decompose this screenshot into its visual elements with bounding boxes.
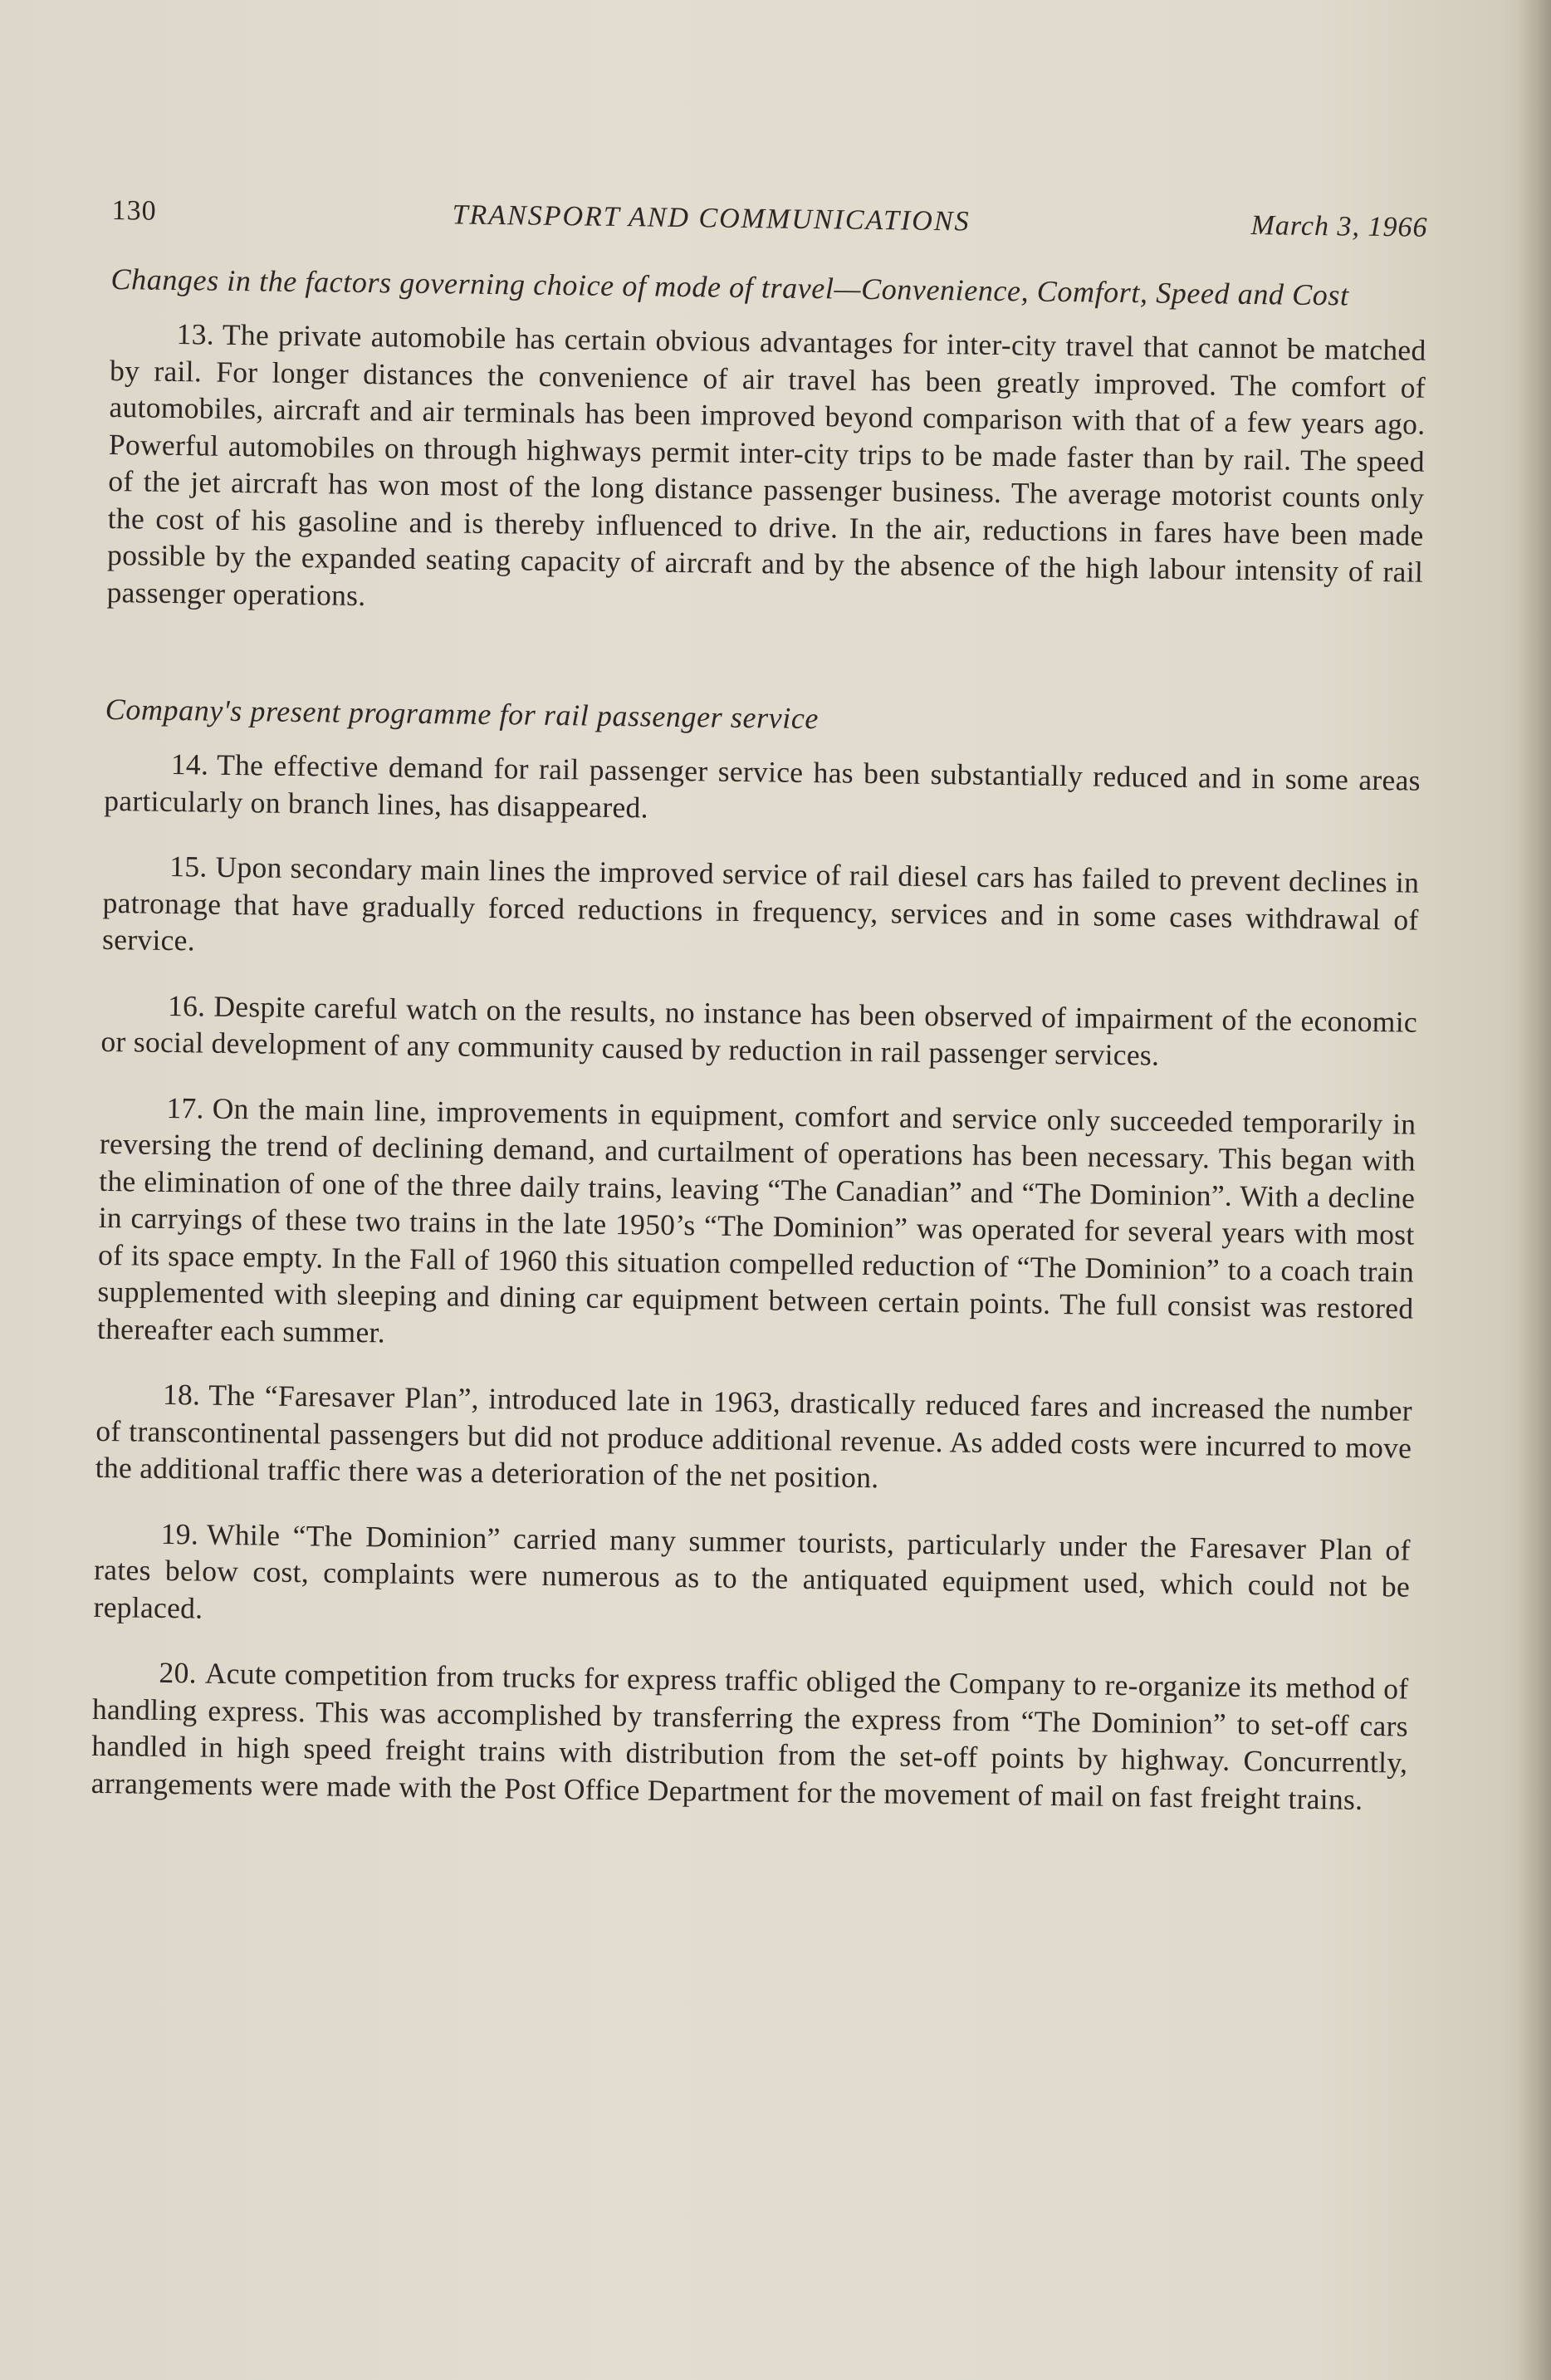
paragraph-text: Upon secondary main lines the improved service of rail diesel cars has failed to prevent declines in patronage that have gradually forced reductions in frequency, services and in some cases withdrawal of service. bbox=[101, 850, 1420, 957]
running-title: TRANSPORT AND COMMUNICATIONS bbox=[452, 199, 971, 238]
paragraph-19 bbox=[93, 1514, 1411, 1642]
page-content bbox=[91, 187, 1428, 1847]
paragraph-17 bbox=[97, 1088, 1416, 1364]
running-header bbox=[111, 187, 1428, 254]
paragraph-15 bbox=[102, 847, 1420, 975]
paragraph-20 bbox=[91, 1653, 1409, 1819]
paragraph-text: The effective demand for rail passenger service has been substantially reduced and in some areas particularly on branch lines, has disappeared. bbox=[104, 747, 1421, 825]
paragraph-number: 13. bbox=[176, 317, 215, 351]
paragraph-number: 17. bbox=[166, 1090, 205, 1125]
paragraph-text: Acute competition from trucks for express traffic obliged the Company to re-organize its method of handling express. This was accomplished by transferring the express from “The Dominion” to set-off cars handled in high speed freight trains with distribution from the set-off points by highway. Concurrently, arrangements were made with the Post Office Department for the movement of mail on fast freight trains. bbox=[91, 1656, 1409, 1816]
paragraph-text: While “The Dominion” carried many summer tourists, particularly under the Faresaver Plan of rates below cost, complaints were numerous as to the antiquated equipment used, which could not be replaced. bbox=[93, 1517, 1411, 1625]
paragraph-13 bbox=[106, 315, 1426, 628]
paragraph-text: The “Faresaver Plan”, introduced late in 1963, drastically reduced fares and increased the number of transcontinental passengers but did not produce additional revenue. As added costs were incurred to move the additional traffic there was a deterioration of the net position. bbox=[95, 1378, 1413, 1495]
paragraph-text: On the main line, improvements in equipment, comfort and service only succeeded temporarily in reversing the trend of declining demand, and curtailment of operations has been necessary. This began with the elimination of one of the three daily trains, leaving “The Canadian” and “The Dominion”. With a decline in carryings of these two trains in the late 1950’s “The Dominion” was operated for several years with most of its space empty. In the Fall of 1960 this situation compelled reduction of “The Dominion” to a coach train supplemented with sleeping and dining car equipment between certain points. The full consist was restored thereafter each summer. bbox=[96, 1091, 1416, 1349]
paragraph-number: 19. bbox=[160, 1516, 199, 1550]
paragraph-number: 16. bbox=[167, 988, 206, 1023]
paragraph-text: The private automobile has certain obvious advantages for inter-city travel that cannot be matched by rail. For longer distances the convenience of air travel has been greatly improved. The comfort of automobiles, aircraft and air terminals has been improved beyond comparison with that of a few years ago. Powerful automobiles on through highways permit inter-city trips to be made faster than by rail. The speed of the jet aircraft has won most of the long distance passenger business. The average motorist counts only the cost of his gasoline and is thereby influenced to drive. In the air, reductions in fares have been made possible by the expanded seating capacity of aircraft and by the absence of the high labour intensity of rail passenger operations. bbox=[106, 317, 1426, 612]
paragraph-14 bbox=[104, 745, 1421, 836]
section-heading: Company's present programme for rail passenger service bbox=[105, 692, 820, 736]
paragraph-number: 18. bbox=[162, 1377, 201, 1412]
section-spacer bbox=[105, 639, 1421, 684]
paragraph-text: Despite careful watch on the results, no instance has been observed of impairment of the economic or social development of any community caused by reduction in rail passenger services. bbox=[100, 989, 1418, 1072]
paragraph-18 bbox=[95, 1375, 1413, 1503]
section-heading: Changes in the factors governing choice of mode of travel—Convenience, Comfort, Speed and Cost bbox=[110, 262, 1349, 312]
paragraph-number: 15. bbox=[169, 849, 208, 884]
paragraph-number: 14. bbox=[170, 747, 209, 781]
paragraph-number: 20. bbox=[159, 1655, 198, 1690]
paragraph-16 bbox=[100, 986, 1417, 1077]
page-number: 130 bbox=[111, 194, 157, 227]
binding-gutter-shadow bbox=[1518, 0, 1551, 2380]
running-date: March 3, 1966 bbox=[1250, 209, 1428, 243]
